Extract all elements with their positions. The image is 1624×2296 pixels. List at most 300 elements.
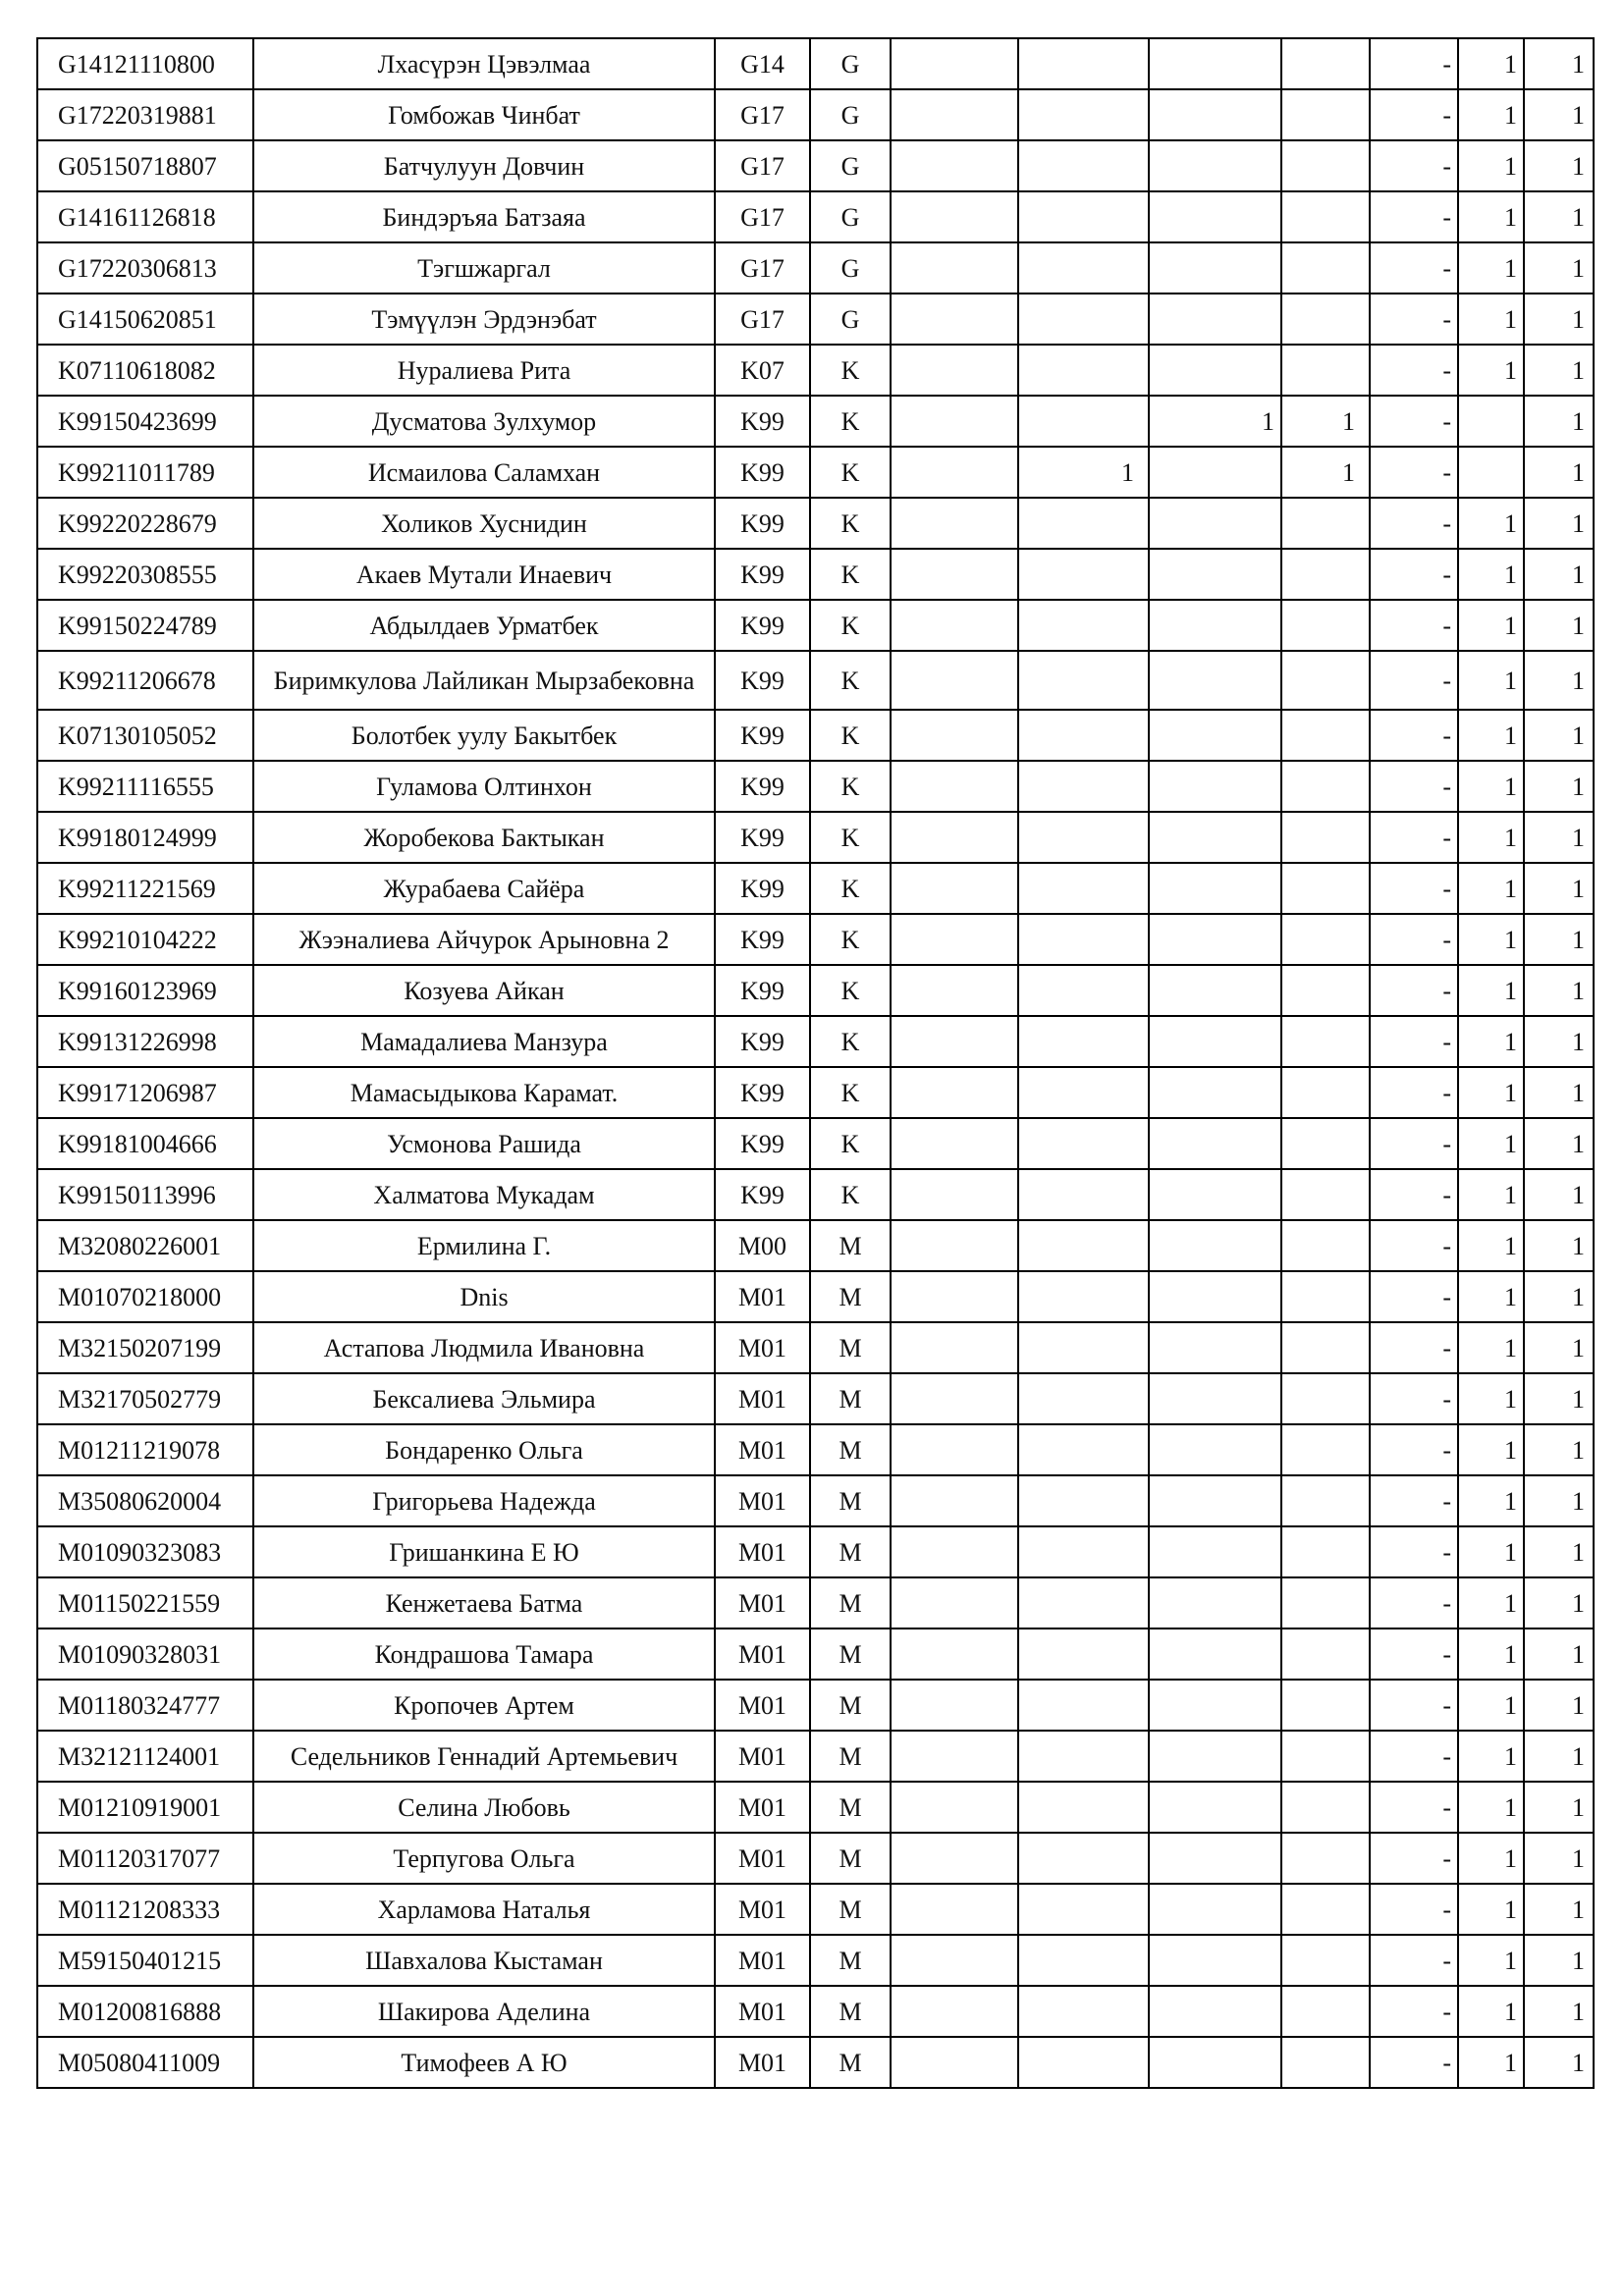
mark-cell [1018,396,1149,447]
group-cell: K99 [715,600,810,651]
code-cell: G17220319881 [37,89,253,140]
letter-cell: G [810,242,891,294]
total-cell: 1 [1524,1986,1594,2037]
mark-cell [1281,1731,1370,1782]
count-cell: 1 [1458,1322,1524,1373]
group-cell: K99 [715,396,810,447]
letter-cell: K [810,965,891,1016]
mark-cell [1149,89,1281,140]
name-cell: Жоробекова Бактыкан [253,812,715,863]
mark-cell: 1 [1281,447,1370,498]
group-cell: G14 [715,38,810,89]
empty-cell [891,863,1018,914]
code-cell: M59150401215 [37,1935,253,1986]
dash-cell: - [1370,242,1458,294]
mark-cell [1281,1016,1370,1067]
code-cell: K07130105052 [37,710,253,761]
dash-cell: - [1370,1833,1458,1884]
letter-cell: M [810,1526,891,1577]
mark-cell [1149,1577,1281,1629]
table-row [37,1731,1594,1782]
group-cell: K99 [715,447,810,498]
group-cell: K99 [715,965,810,1016]
dash-cell: - [1370,1220,1458,1271]
empty-cell [891,1016,1018,1067]
letter-cell: M [810,1629,891,1680]
mark-cell [1018,1220,1149,1271]
code-cell: M05080411009 [37,2037,253,2088]
group-cell: M01 [715,1782,810,1833]
code-cell: M01211219078 [37,1424,253,1475]
letter-cell: M [810,1322,891,1373]
letter-cell: K [810,447,891,498]
count-cell: 1 [1458,1067,1524,1118]
mark-cell [1149,1169,1281,1220]
mark-cell [1018,863,1149,914]
name-cell: Мамасыдыкова Карамат. [253,1067,715,1118]
mark-cell [1281,1475,1370,1526]
mark-cell [1149,1118,1281,1169]
data-table [36,37,1595,2089]
mark-cell [1149,965,1281,1016]
group-cell: M01 [715,1475,810,1526]
total-cell: 1 [1524,89,1594,140]
group-cell: M01 [715,1373,810,1424]
empty-cell [891,1629,1018,1680]
mark-cell [1018,1118,1149,1169]
table-row [37,38,1594,89]
table-row [37,1169,1594,1220]
mark-cell [1281,38,1370,89]
mark-cell [1018,89,1149,140]
mark-cell [1018,1322,1149,1373]
code-cell: K99211116555 [37,761,253,812]
count-cell: 1 [1458,2037,1524,2088]
empty-cell [891,242,1018,294]
name-cell: Усмонова Рашида [253,1118,715,1169]
dash-cell: - [1370,345,1458,396]
mark-cell [1281,600,1370,651]
name-cell: Селина Любовь [253,1782,715,1833]
letter-cell: M [810,1884,891,1935]
table-row [37,1629,1594,1680]
mark-cell [1149,710,1281,761]
empty-cell [891,89,1018,140]
mark-cell [1281,914,1370,965]
empty-cell [891,600,1018,651]
group-cell: M01 [715,1884,810,1935]
mark-cell [1281,242,1370,294]
count-cell: 1 [1458,1833,1524,1884]
table-row [37,447,1594,498]
mark-cell [1281,761,1370,812]
dash-cell: - [1370,1067,1458,1118]
mark-cell [1018,965,1149,1016]
group-cell: M01 [715,1833,810,1884]
mark-cell [1281,89,1370,140]
dash-cell: - [1370,294,1458,345]
letter-cell: K [810,1169,891,1220]
total-cell: 1 [1524,38,1594,89]
name-cell: Гуламова Олтинхон [253,761,715,812]
dash-cell: - [1370,1731,1458,1782]
code-cell: G14161126818 [37,191,253,242]
table-row [37,1935,1594,1986]
mark-cell [1149,1016,1281,1067]
code-cell: M01180324777 [37,1680,253,1731]
empty-cell [891,1731,1018,1782]
name-cell: Мамадалиева Манзура [253,1016,715,1067]
count-cell: 1 [1458,1271,1524,1322]
count-cell: 1 [1458,242,1524,294]
letter-cell: M [810,1680,891,1731]
name-cell: Седельников Геннадий Артемьевич [253,1731,715,1782]
table-row [37,1424,1594,1475]
mark-cell [1018,1424,1149,1475]
dash-cell: - [1370,1884,1458,1935]
count-cell: 1 [1458,600,1524,651]
count-cell: 1 [1458,710,1524,761]
dash-cell: - [1370,549,1458,600]
mark-cell [1149,38,1281,89]
dash-cell: - [1370,1475,1458,1526]
empty-cell [891,1782,1018,1833]
group-cell: K99 [715,1169,810,1220]
letter-cell: K [810,600,891,651]
mark-cell [1149,191,1281,242]
group-cell: K99 [715,651,810,710]
mark-cell [1149,1833,1281,1884]
mark-cell [1018,1373,1149,1424]
empty-cell [891,965,1018,1016]
total-cell: 1 [1524,600,1594,651]
name-cell: Кропочев Артем [253,1680,715,1731]
total-cell: 1 [1524,396,1594,447]
name-cell: Астапова Людмила Ивановна [253,1322,715,1373]
mark-cell [1149,1526,1281,1577]
mark-cell [1149,651,1281,710]
name-cell: Кондрашова Тамара [253,1629,715,1680]
dash-cell: - [1370,863,1458,914]
mark-cell [1149,1271,1281,1322]
mark-cell [1149,140,1281,191]
code-cell: K99160123969 [37,965,253,1016]
letter-cell: K [810,710,891,761]
dash-cell: - [1370,1016,1458,1067]
total-cell: 1 [1524,345,1594,396]
count-cell: 1 [1458,1373,1524,1424]
table-row [37,1016,1594,1067]
total-cell: 1 [1524,1067,1594,1118]
code-cell: K99211221569 [37,863,253,914]
dash-cell: - [1370,812,1458,863]
empty-cell [891,1680,1018,1731]
mark-cell [1149,294,1281,345]
group-cell: K99 [715,1016,810,1067]
total-cell: 1 [1524,1833,1594,1884]
mark-cell [1018,651,1149,710]
name-cell: Исмаилова Саламхан [253,447,715,498]
group-cell: M00 [715,1220,810,1271]
letter-cell: M [810,1577,891,1629]
mark-cell [1281,1271,1370,1322]
mark-cell: 1 [1018,447,1149,498]
count-cell [1458,396,1524,447]
letter-cell: K [810,1016,891,1067]
mark-cell [1281,1220,1370,1271]
table-row [37,345,1594,396]
name-cell: Григорьева Надежда [253,1475,715,1526]
name-cell: Харламова Наталья [253,1884,715,1935]
dash-cell: - [1370,1322,1458,1373]
name-cell: Нуралиева Рита [253,345,715,396]
total-cell: 1 [1524,242,1594,294]
mark-cell [1149,1322,1281,1373]
letter-cell: K [810,812,891,863]
total-cell: 1 [1524,965,1594,1016]
mark-cell [1149,1782,1281,1833]
empty-cell [891,191,1018,242]
letter-cell: M [810,2037,891,2088]
code-cell: M35080620004 [37,1475,253,1526]
mark-cell [1149,1986,1281,2037]
mark-cell [1281,1629,1370,1680]
count-cell: 1 [1458,1731,1524,1782]
mark-cell [1281,1118,1370,1169]
dash-cell: - [1370,1986,1458,2037]
count-cell: 1 [1458,1986,1524,2037]
code-cell: M01090323083 [37,1526,253,1577]
empty-cell [891,1986,1018,2037]
group-cell: K99 [715,549,810,600]
name-cell: Лхасүрэн Цэвэлмаа [253,38,715,89]
empty-cell [891,1067,1018,1118]
total-cell: 1 [1524,1629,1594,1680]
count-cell: 1 [1458,38,1524,89]
mark-cell [1281,1680,1370,1731]
empty-cell [891,498,1018,549]
mark-cell [1018,1526,1149,1577]
letter-cell: M [810,1220,891,1271]
mark-cell [1018,1680,1149,1731]
group-cell: G17 [715,140,810,191]
code-cell: K99180124999 [37,812,253,863]
count-cell: 1 [1458,812,1524,863]
table-row [37,191,1594,242]
dash-cell: - [1370,761,1458,812]
table-row [37,1373,1594,1424]
name-cell: Шавхалова Кыстаман [253,1935,715,1986]
name-cell: Кенжетаева Батма [253,1577,715,1629]
empty-cell [891,1577,1018,1629]
count-cell: 1 [1458,89,1524,140]
empty-cell [891,812,1018,863]
mark-cell [1149,863,1281,914]
table-row [37,1067,1594,1118]
count-cell: 1 [1458,1577,1524,1629]
mark-cell [1281,549,1370,600]
count-cell: 1 [1458,863,1524,914]
empty-cell [891,1118,1018,1169]
empty-cell [891,1271,1018,1322]
group-cell: M01 [715,1526,810,1577]
group-cell: G17 [715,191,810,242]
mark-cell [1018,1475,1149,1526]
total-cell: 1 [1524,1373,1594,1424]
empty-cell [891,1169,1018,1220]
total-cell: 1 [1524,191,1594,242]
count-cell: 1 [1458,1220,1524,1271]
document-page [36,37,1593,2089]
mark-cell [1281,863,1370,914]
total-cell: 1 [1524,447,1594,498]
empty-cell [891,294,1018,345]
letter-cell: M [810,1373,891,1424]
name-cell: Козуева Айкан [253,965,715,1016]
mark-cell [1018,1833,1149,1884]
code-cell: K99220308555 [37,549,253,600]
mark-cell [1149,1884,1281,1935]
empty-cell [891,1322,1018,1373]
mark-cell [1018,140,1149,191]
empty-cell [891,1884,1018,1935]
name-cell: Батчулуун Довчин [253,140,715,191]
mark-cell [1149,1067,1281,1118]
letter-cell: M [810,1782,891,1833]
group-cell: M01 [715,1577,810,1629]
letter-cell: K [810,498,891,549]
count-cell: 1 [1458,1680,1524,1731]
name-cell: Акаев Мутали Инаевич [253,549,715,600]
mark-cell [1018,812,1149,863]
code-cell: M32121124001 [37,1731,253,1782]
total-cell: 1 [1524,1731,1594,1782]
table-row [37,140,1594,191]
letter-cell: M [810,1731,891,1782]
empty-cell [891,761,1018,812]
group-cell: K99 [715,812,810,863]
total-cell: 1 [1524,710,1594,761]
letter-cell: K [810,651,891,710]
dash-cell: - [1370,1577,1458,1629]
name-cell: Бондаренко Ольга [253,1424,715,1475]
name-cell: Гомбожав Чинбат [253,89,715,140]
empty-cell [891,447,1018,498]
mark-cell [1281,965,1370,1016]
dash-cell: - [1370,1271,1458,1322]
group-cell: K99 [715,1118,810,1169]
mark-cell [1281,1782,1370,1833]
code-cell: G14150620851 [37,294,253,345]
dash-cell: - [1370,1373,1458,1424]
total-cell: 1 [1524,140,1594,191]
letter-cell: K [810,914,891,965]
code-cell: G05150718807 [37,140,253,191]
group-cell: K99 [715,914,810,965]
table-row [37,710,1594,761]
mark-cell [1149,1629,1281,1680]
code-cell: G17220306813 [37,242,253,294]
code-cell: K99220228679 [37,498,253,549]
dash-cell: - [1370,1424,1458,1475]
table-row [37,965,1594,1016]
dash-cell: - [1370,1526,1458,1577]
mark-cell [1149,549,1281,600]
mark-cell [1149,1220,1281,1271]
code-cell: M32170502779 [37,1373,253,1424]
empty-cell [891,140,1018,191]
mark-cell [1149,1680,1281,1731]
mark-cell [1281,651,1370,710]
dash-cell: - [1370,1118,1458,1169]
code-cell: M01210919001 [37,1782,253,1833]
group-cell: K99 [715,863,810,914]
dash-cell: - [1370,1169,1458,1220]
total-cell: 1 [1524,1016,1594,1067]
empty-cell [891,710,1018,761]
name-cell: Ермилина Г. [253,1220,715,1271]
count-cell: 1 [1458,140,1524,191]
mark-cell [1281,710,1370,761]
dash-cell: - [1370,2037,1458,2088]
total-cell: 1 [1524,1680,1594,1731]
table-row [37,1833,1594,1884]
code-cell: M32150207199 [37,1322,253,1373]
table-row [37,396,1594,447]
total-cell: 1 [1524,1220,1594,1271]
group-cell: M01 [715,1322,810,1373]
table-row [37,1475,1594,1526]
code-cell: K99210104222 [37,914,253,965]
mark-cell [1018,1731,1149,1782]
letter-cell: M [810,1475,891,1526]
mark-cell [1018,1577,1149,1629]
mark-cell [1281,1067,1370,1118]
name-cell: Dnis [253,1271,715,1322]
letter-cell: K [810,345,891,396]
mark-cell [1018,914,1149,965]
total-cell: 1 [1524,549,1594,600]
mark-cell [1281,1935,1370,1986]
table-row [37,1271,1594,1322]
total-cell: 1 [1524,651,1594,710]
mark-cell [1149,914,1281,965]
name-cell: Биримкулова Лайликан Мырзабековна [253,651,715,710]
count-cell: 1 [1458,498,1524,549]
code-cell: G14121110800 [37,38,253,89]
name-cell: Гришанкина Е Ю [253,1526,715,1577]
total-cell: 1 [1524,1526,1594,1577]
mark-cell [1281,1884,1370,1935]
code-cell: K99211011789 [37,447,253,498]
table-row [37,812,1594,863]
letter-cell: G [810,191,891,242]
empty-cell [891,1526,1018,1577]
dash-cell: - [1370,1629,1458,1680]
dash-cell: - [1370,1782,1458,1833]
total-cell: 1 [1524,812,1594,863]
table-row [37,2037,1594,2088]
dash-cell: - [1370,191,1458,242]
name-cell: Холиков Хуснидин [253,498,715,549]
table-row [37,1220,1594,1271]
total-cell: 1 [1524,1782,1594,1833]
dash-cell: - [1370,914,1458,965]
mark-cell [1281,498,1370,549]
dash-cell: - [1370,1680,1458,1731]
mark-cell [1149,1475,1281,1526]
table-row [37,1782,1594,1833]
